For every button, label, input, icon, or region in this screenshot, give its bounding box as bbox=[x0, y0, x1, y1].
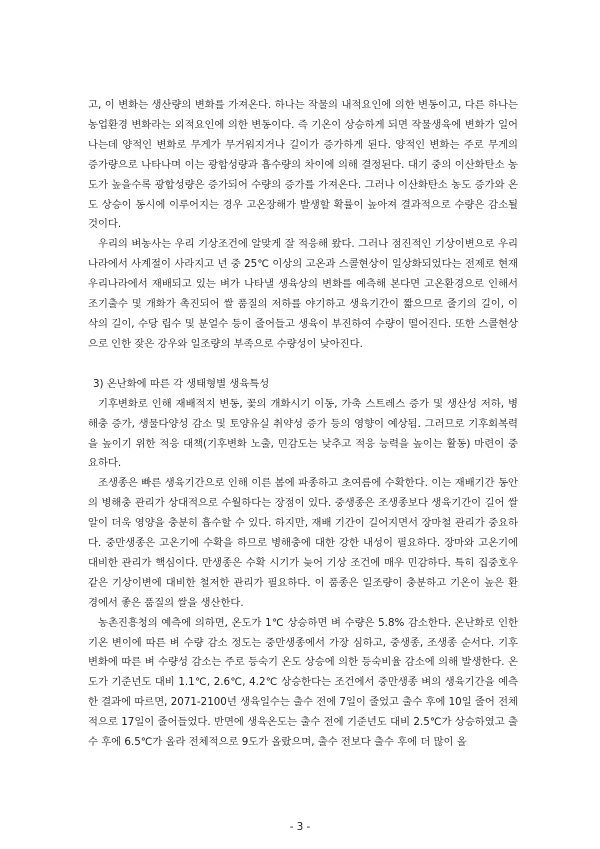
document-body bbox=[88, 96, 518, 753]
body-paragraph: 고, 이 변화는 생산량의 변화를 가져온다. 하나는 작물의 내적요인에 의한 변동이고, 다른 하나는 농업환경 변화라는 외적요인에 의한 변동이다. 즉 기온이 상승하게 되면 작물생육에 변화가 일어나는데 양적인 변화로 무게가 무거워지거나 길이가 증가하게 된다. 양적인 변화는 주로 무게의 증가량으로 나타나며 이는 광합성량과 흡수량의 차이에 의해 결정된다. 대기 중의 이산화탄소 농도가 높을수록 광합성량은 증가되어 수량의 증가를 가져온다. 그러나 이산화탄소 농도 증가와 온도 상승이 동시에 이루어지는 경우 고온장해가 발생할 확률이 높아져 결과적으로 수량은 감소될 것이다. bbox=[88, 99, 518, 231]
body-paragraph: 농촌진흥청의 예측에 의하면, 온도가 1℃ 상승하면 벼 수량은 5.8% 감소한다. 온난화로 인한 기온 변이에 따른 벼 수량 감소 정도는 중만생종에서 가장 심하고, 중생종, 조생종 순서다. 기후변화에 따른 벼 수량성 감소는 주로 등숙기 온도 상승에 의한 등숙비율 감소에 의해 발생한다. 온도가 기준년도 대비 1.1℃, 2.6℃, 4.2℃ 상승한다는 조건에서 중만생종 벼의 생육기간을 예측한 결과에 따르면, 2071-2100년 생육일수는 출수 전에 7일이 줄었고 출수 후에 10일 줄어 전체적으로 17일이 줄어들었다. 반면에 생육온도는 출수 전에 기준년도 대비 2.5℃가 상승하였고 출수 후에 6.5℃가 올라 전체적으로 9도가 올랐으며, 출수 전보다 출수 후에 더 많이 올 bbox=[88, 616, 518, 749]
body-paragraph: 조생종은 빠른 생육기간으로 인해 이른 봄에 파종하고 초여름에 수확한다. 이는 재배기간 동안의 병해충 관리가 상대적으로 수월하다는 장점이 있다. 중생종은 조생종보다 생육기간이 길어 쌀알이 더욱 영양을 충분히 흡수할 수 있다. 하지만, 재배 기간이 길어지면서 장마철 관리가 중요하다. 중만생종은 고온기에 수확을 하므로 병해충에 대한 강한 내성이 필요하다. 장마와 고온기에 대비한 관리가 핵심이다. 만생종은 수확 시기가 늦어 기상 조건에 매우 민감하다. 특히 집중호우 같은 기상이변에 대비한 철저한 관리가 필요하다. 이 품종은 일조량이 충분하고 기온이 높은 환경에서 좋은 품질의 쌀을 생산한다. bbox=[88, 477, 518, 609]
section-heading: 3) 온난화에 따른 각 생태형별 생육특성 bbox=[93, 377, 270, 390]
body-paragraph: 우리의 벼농사는 우리 기상조건에 알맞게 잘 적응해 왔다. 그러나 점진적인 기상이변으로 우리나라에서 사계절이 사라지고 년 중 25℃ 이상의 고온과 스콜현상이 일상화되었다는 전제로 현재 우리나라에서 재배되고 있는 벼가 나타낼 생육상의 변화를 예측해 본다면 고온환경으로 인해서 조기출수 및 개화가 촉진되어 쌀 품질의 저하를 야기하고 생육기간이 짧으므로 줄기의 길이, 이삭의 길이, 수당 립수 및 분얼수 등이 줄어들고 생육이 부진하여 수량이 떨어진다. 또한 스콜현상으로 인한 잦은 강우와 일조량의 부족으로 수량성이 낮아진다. bbox=[88, 238, 518, 350]
page-number: - 3 - bbox=[289, 821, 311, 833]
body-paragraph: 기후변화로 인해 재배적지 변동, 꽃의 개화시기 이동, 가축 스트레스 증가 및 생산성 저하, 병해충 증가, 생물다양성 감소 및 토양유실 취약성 증가 등의 영향이 예상됨. 그러므로 기후회복력을 높이기 위한 적응 대책(기후변화 노출, 민감도는 낮추고 적응 능력을 높이는 활동) 마련이 중요하다. bbox=[88, 397, 518, 470]
paragraph-spacer bbox=[88, 355, 518, 375]
